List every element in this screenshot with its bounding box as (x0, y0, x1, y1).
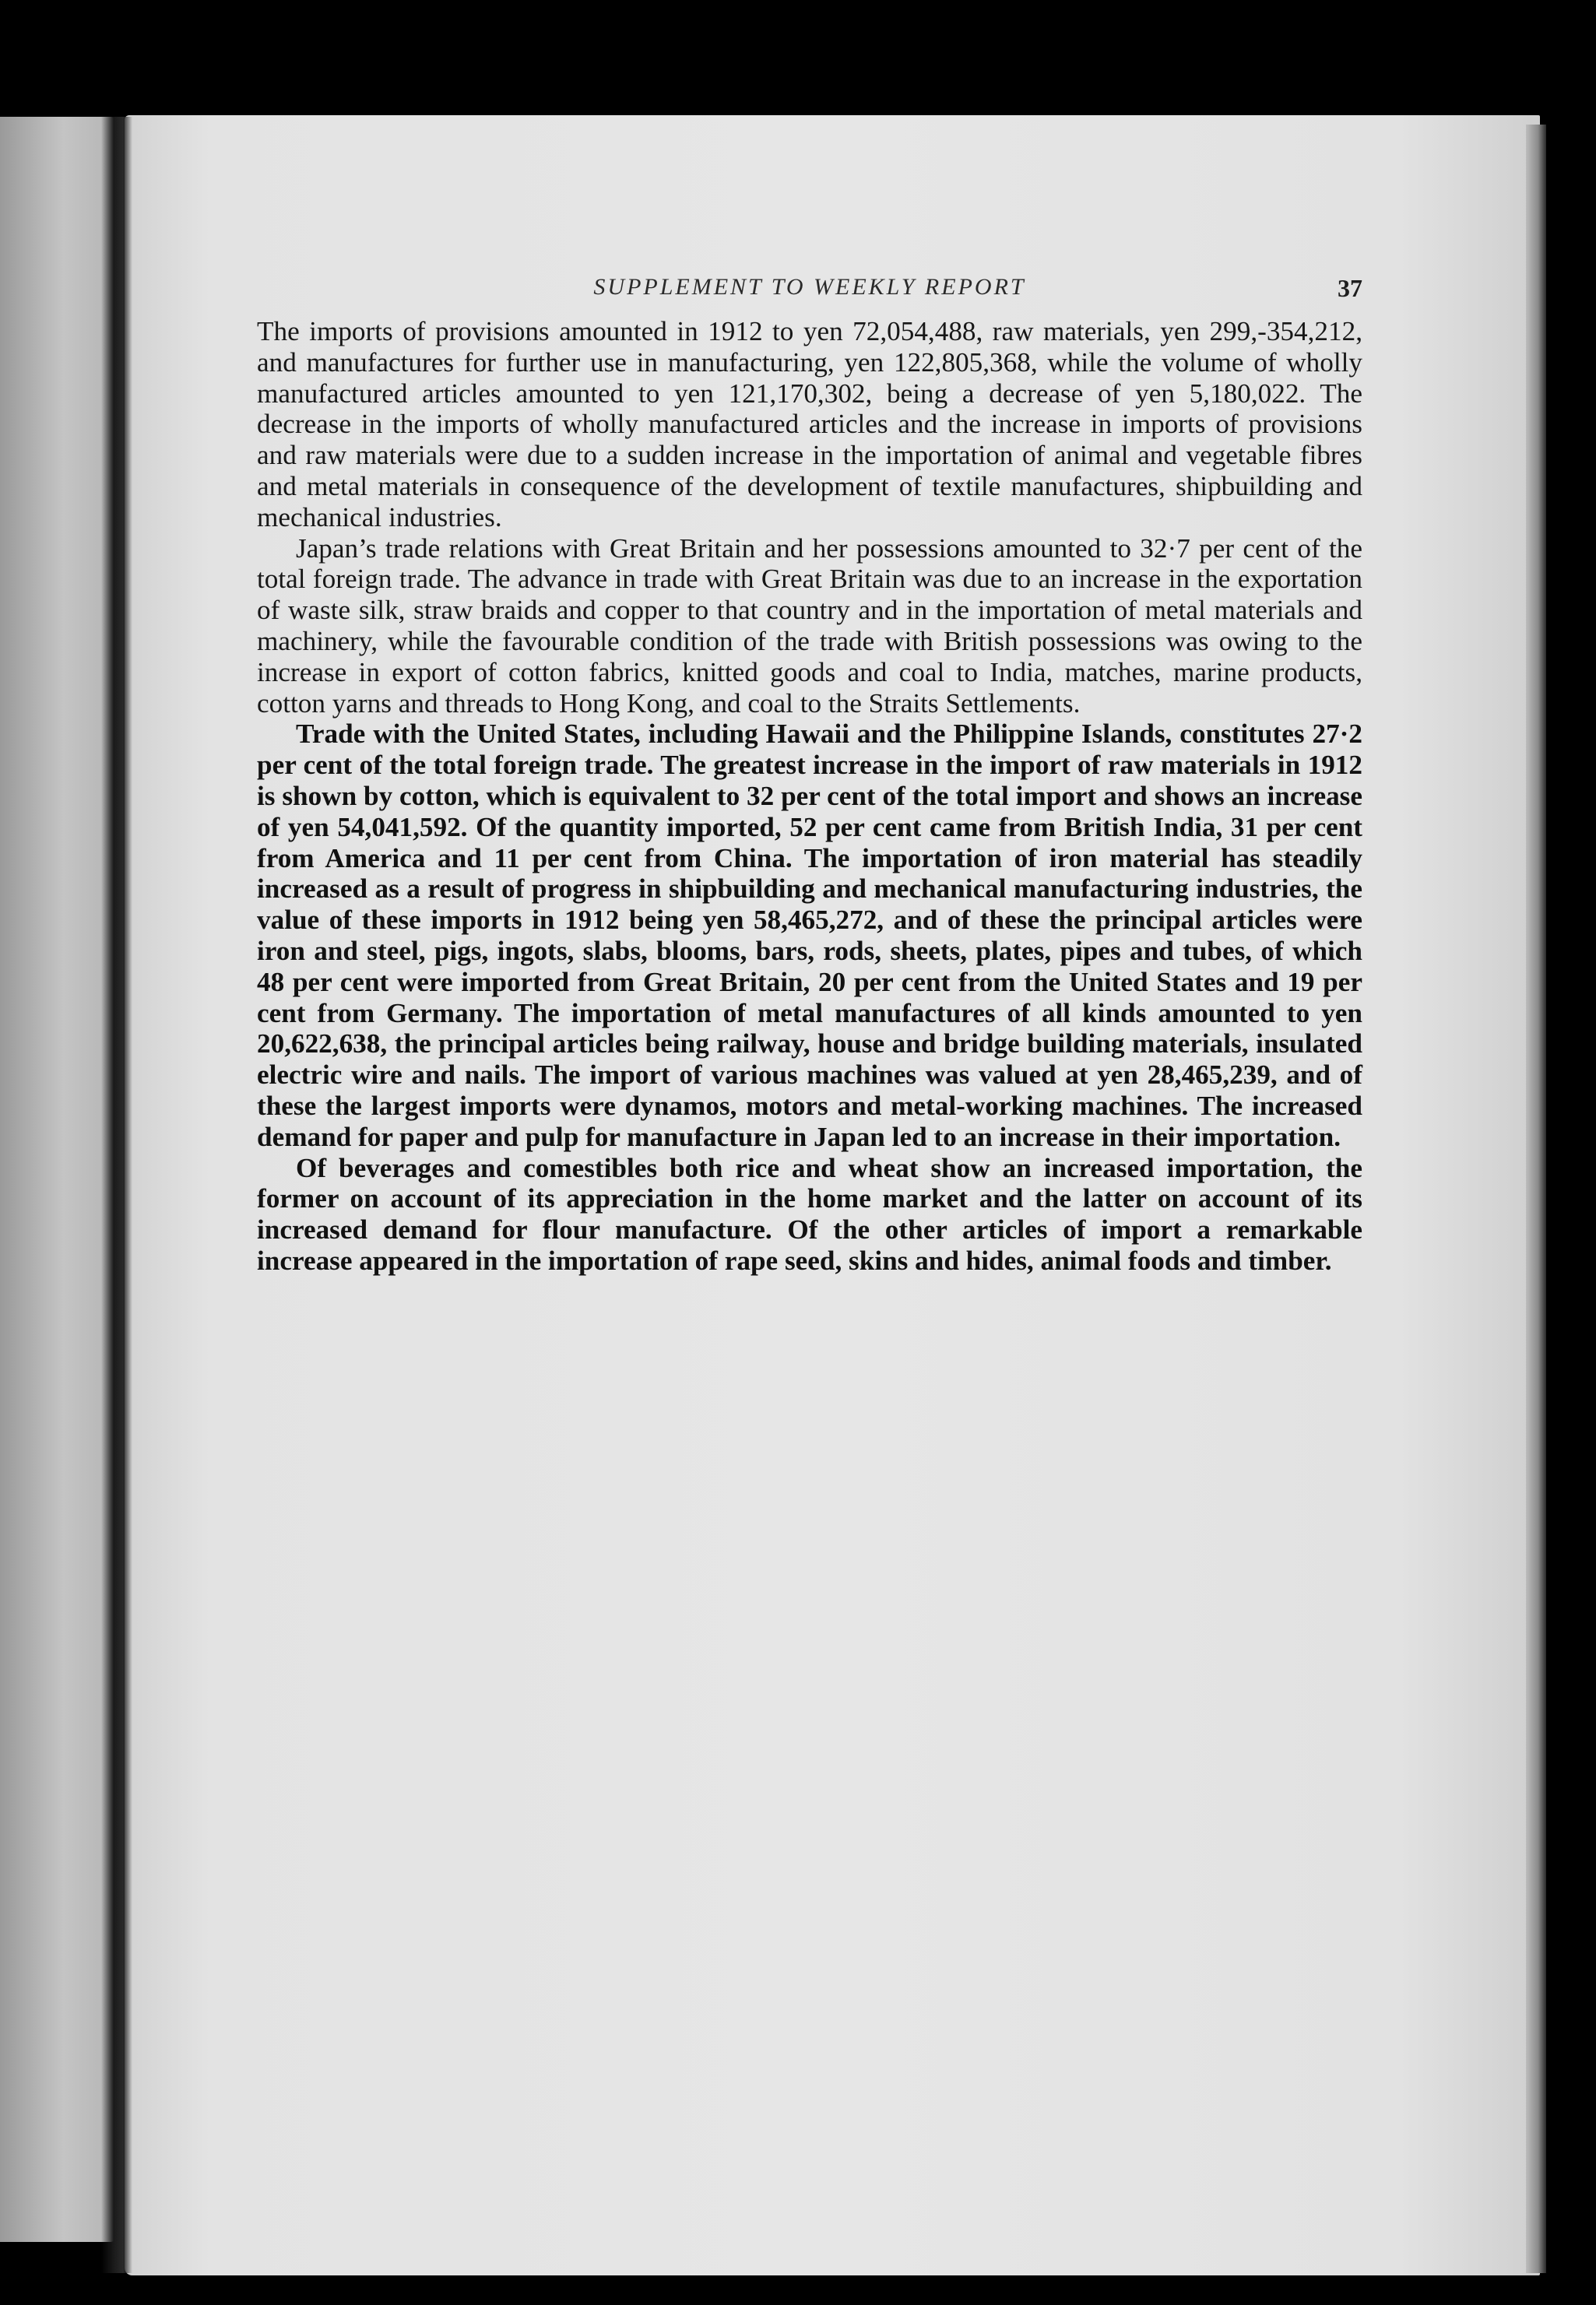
paragraph-imports-summary: The imports of provisions amounted in 1912 to yen 72,054,488, raw materials, yen 299,-354,212, and manufactures for further use in manufacturing, yen 122,805,368, while the volume of wholly manufactured articles amounted to yen 121,170,302, being a decrease of yen 5,180,022. The decrease in the imports of wholly manufactured articles and the increase in imports of provisions and raw materials were due to a sudden increase in the importation of animal and vegetable fibres and metal materials in consequence of the development of textile manufactures, shipbuilding and mechanical industries. (257, 316, 1362, 532)
running-header (257, 274, 1362, 313)
page-right-edge (1526, 125, 1546, 2273)
paragraph-united-states-trade: Trade with the United States, including Hawaii and the Philippine Islands, constitutes 27·2 per cent of the total foreign trade. The greatest increase in the import of raw materials in 1912 is shown by cotton, which is equivalent to 32 per cent of the total import and shows an increase of yen 54,041,592. Of the quantity imported, 52 per cent came from British India, 31 per cent from America and 11 per cent from China. The importation of iron material has steadily increased as a result of progress in shipbuilding and mechanical manufacturing industries, the value of these imports in 1912 being yen 58,465,272, and of these the principal articles were iron and steel, pigs, ingots, slabs, blooms, bars, rods, sheets, plates, pipes and tubes, of which 48 per cent were imported from Great Britain, 20 per cent from the United States and 19 per cent from Germany. The importation of metal manufactures of all kinds amounted to yen 20,622,638, the principal articles being railway, house and bridge building materials, insulated electric wire and nails. The import of various machines was valued at yen 28,465,239, and of these the largest imports were dynamos, motors and metal-working machines. The increased demand for paper and pulp for manufacture in Japan led to an increase in their importation. (257, 719, 1362, 1152)
running-title: SUPPLEMENT TO WEEKLY REPORT (593, 274, 1026, 300)
paragraph-great-britain-trade: Japan’s trade relations with Great Britain and her possessions amounted to 32·7 per cent of the total foreign trade. The advance in trade with Great Britain was due to an increase in the exportation of waste silk, straw braids and copper to that country and in the importation of metal materials and machinery, while the favourable condition of the trade with British possessions was owing to the increase in export of cotton fabrics, knitted goods and coal to India, matches, marine products, cotton yarns and threads to Hong Kong, and coal to the Straits Settlements. (257, 532, 1362, 719)
page-content (257, 274, 1362, 1277)
previous-page-edge (0, 117, 115, 2242)
paragraph-beverages-comestibles: Of beverages and comestibles both rice and wheat show an increased importation, the former on account of its appreciation in the home market and the latter on account of its increased demand for flour manufacture. Of the other articles of import a remarkable increase appeared in the importation of rape seed, skins and hides, animal foods and timber. (257, 1152, 1362, 1276)
binding-shadow (101, 117, 132, 2273)
page-number: 37 (1338, 274, 1362, 302)
